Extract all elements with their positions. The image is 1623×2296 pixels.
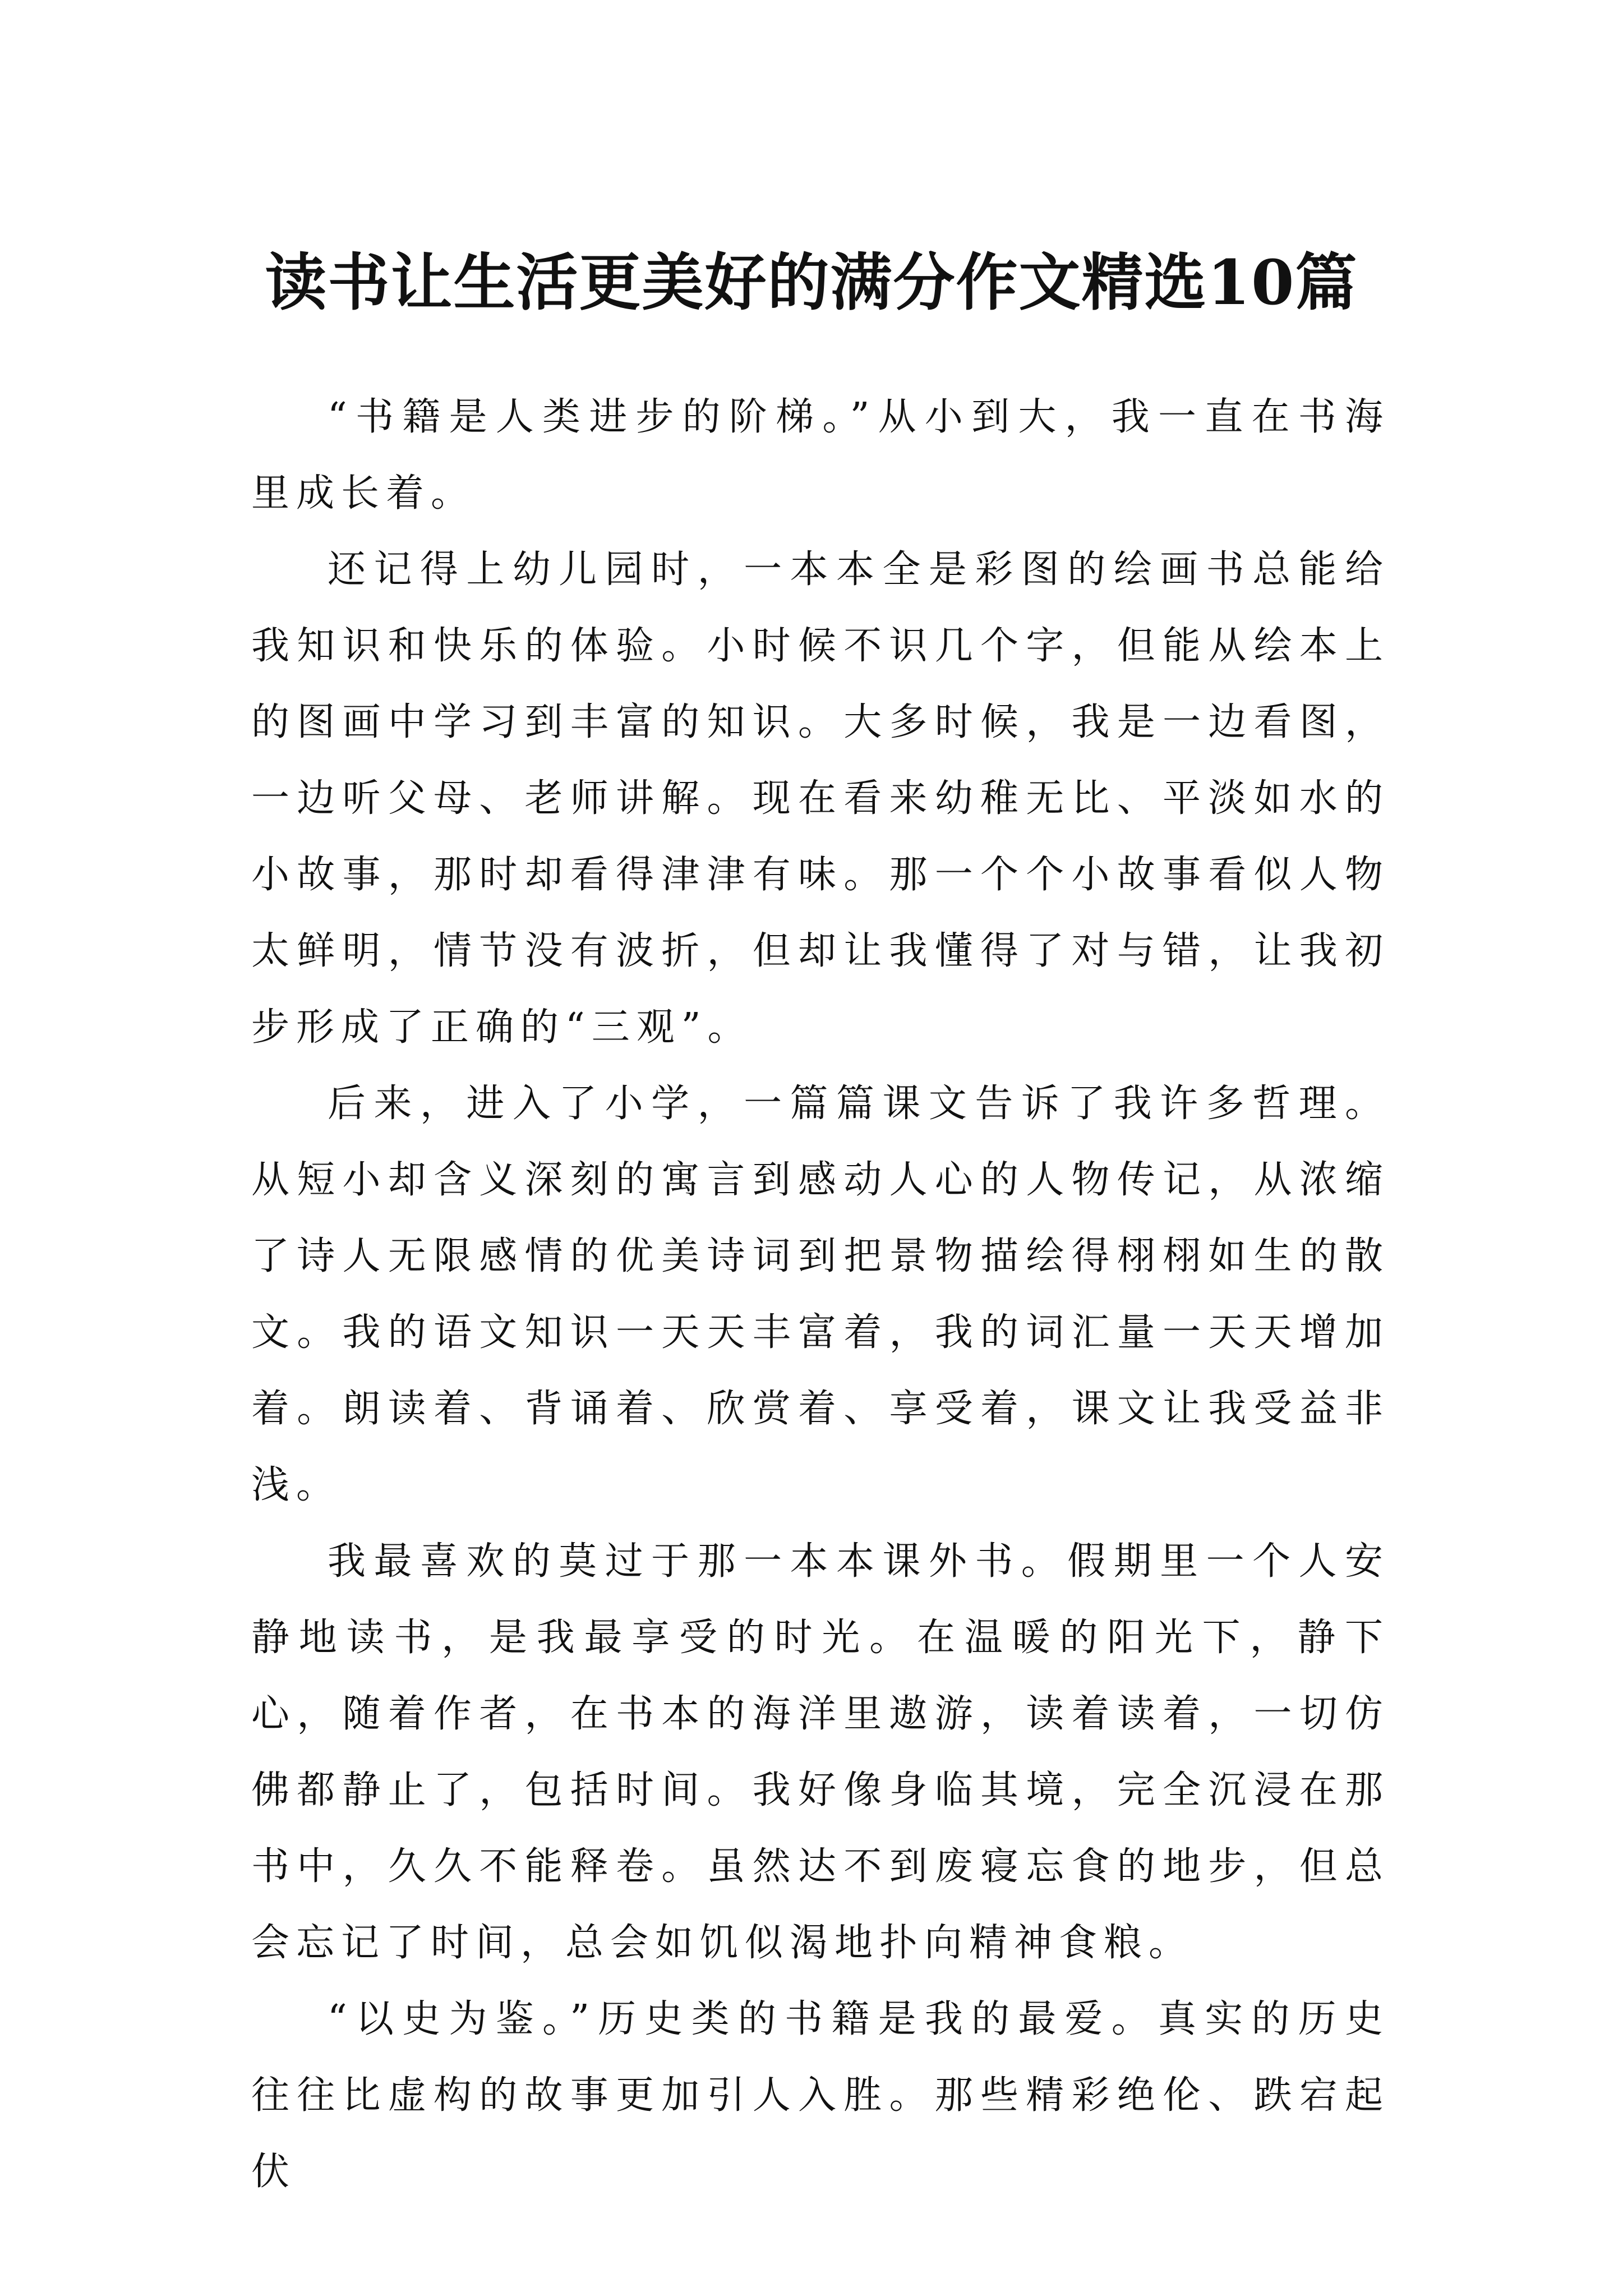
paragraph-1: “书籍是人类进步的阶梯。”从小到大，我一直在书海里成长着。 — [251, 395, 1390, 516]
paragraph-5: “以史为鉴。”历史类的书籍是我的最爱。真实的历史往往比虚构的故事更加引人入胜。那些精彩绝伦、跌宕起伏 — [251, 1997, 1390, 2194]
paragraph-2: 还记得上幼儿园时，一本本全是彩图的绘画书总能给我知识和快乐的体验。小时候不识几个字，但能从绘本上的图画中学习到丰富的知识。大多时候，我是一边看图，一边听父母、老师讲解。现在看来幼稚无比、平淡如水的小故事，那时却看得津津有味。那一个个小故事看似人物太鲜明，情节没有波折，但却让我懂得了对与错，让我初步形成了正确的“三观”。 — [251, 547, 1390, 1050]
paragraph-3: 后来，进入了小学，一篇篇课文告诉了我许多哲理。从短小却含义深刻的寓言到感动人心的人物传记，从浓缩了诗人无限感情的优美诗词到把景物描绘得栩栩如生的散文。我的语文知识一天天丰富着，我的词汇量一天天增加着。朗读着、背诵着、欣赏着、享受着，课文让我受益非浅。 — [251, 1082, 1390, 1507]
paragraph-4: 我最喜欢的莫过于那一本本课外书。假期里一个人安静地读书，是我最享受的时光。在温暖的阳光下，静下心，随着作者，在书本的海洋里遨游，读着读着，一切仿佛都静止了，包括时间。我好像身临其境，完全沉浸在那书中，久久不能释卷。虽然达不到废寝忘食的地步，但总会忘记了时间，总会如饥似渴地扑向精神食粮。 — [251, 1539, 1390, 1965]
document-title: 读书让生活更美好的满分作文精选10篇 — [265, 246, 1358, 319]
document-body — [251, 379, 1390, 2210]
